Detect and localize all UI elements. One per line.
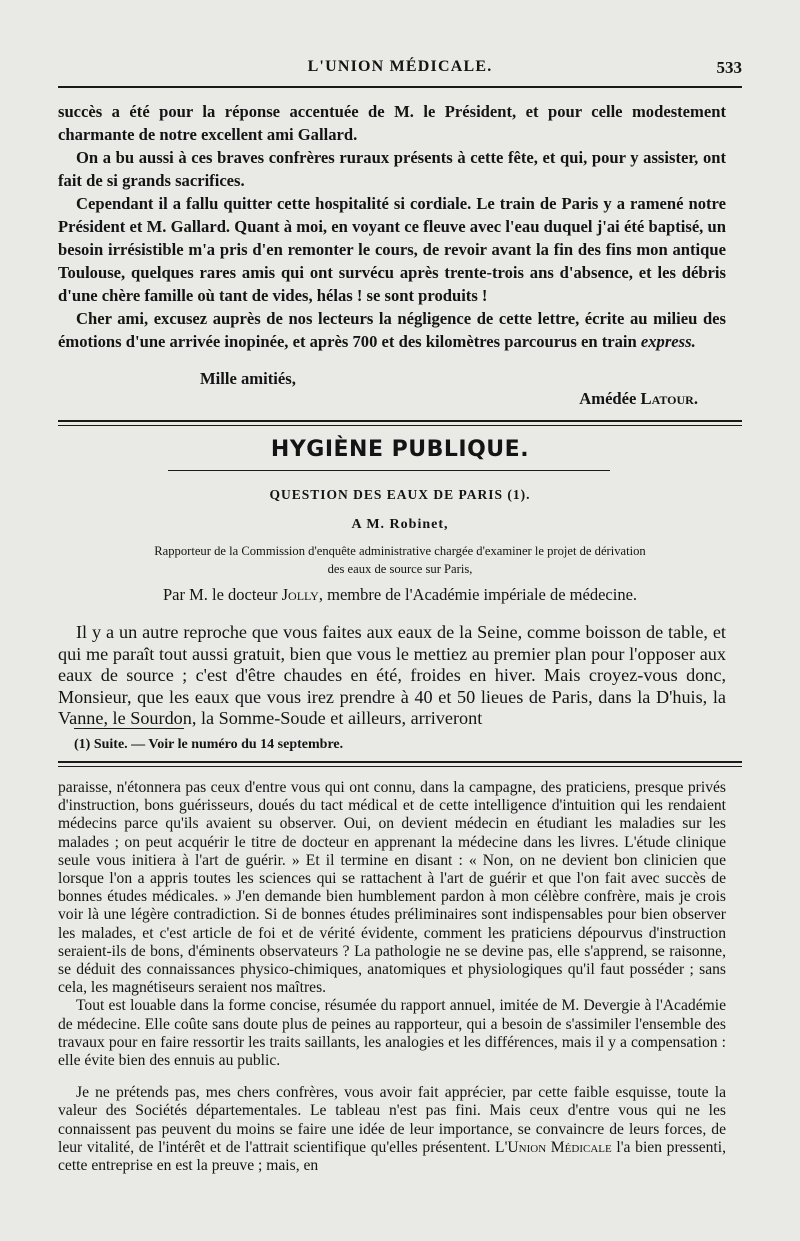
footnote: (1) Suite. — Voir le numéro du 14 septembre. xyxy=(74,737,344,752)
addressee-role-line: Rapporteur de la Commission d'enquête administrative chargée d'examiner le projet de dérivation xyxy=(154,544,646,558)
running-title: L'UNION MÉDICALE. xyxy=(307,58,493,75)
column-rule-bottom xyxy=(58,766,742,767)
header-rule xyxy=(58,86,742,88)
letter-paragraph xyxy=(58,307,726,353)
letter-paragraph: succès a été pour la réponse accentuée de M. le Président, et pour celle modestement charmante de notre excellent ami Gallard. xyxy=(58,102,726,144)
letter-text xyxy=(58,100,726,353)
journal-name: L'Union Médicale xyxy=(495,1138,612,1156)
signature-last-name: Latour. xyxy=(640,389,698,408)
continued-paragraph xyxy=(58,1084,726,1175)
letter-paragraph-text: Cher ami, excusez auprès de nos lecteurs la négligence de cette lettre, écrite au milieu des émotions d'une arrivée inopinée, et après 700 et des kilomètres parcourus en train xyxy=(58,309,726,351)
running-header xyxy=(58,58,742,84)
article-heading xyxy=(58,487,742,503)
section-rule-bottom xyxy=(58,425,742,426)
footnote-marker: (1). xyxy=(507,487,531,502)
paragraph-text: Je ne prétends pas, mes chers confrères, vous avoir fait apprécier, par cette faible esquisse, toute la valeur des Sociétés départementales. Le tableau n'est pas fini. Mais ceux d'entre vous qui ne les connaissent pas peuvent du moins se faire une idée de leur importance, se convaincre de leurs forces, de leur vitalité, de l'intérêt et de l'attrait scientifique qu'elles présentent. xyxy=(58,1084,726,1156)
continued-paragraph: paraisse, n'étonnera pas ceux d'entre vous qui ont connu, dans la campagne, des praticiens, presque privés d'instruction, bons guérisseurs, doués du tact médical et de cette intelligence d'intuition qui les rendaient médecins parce qu'ils avaient su observer. Oui, on devient médecin en étudiant les maladies sur les malades ; on peut acquérir le titre de docteur en apprenant la médecine dans les livres. L'étude clinique seule vous initiera à l'art de guérir. » Et il termine en disant : « Non, on ne devient bon clinicien que lorsque l'on a appris toutes les sciences qui se rattachent à l'art de guérir et que l'on fait avec succès de bonnes études médicales. » J'en demande bien humblement pardon à mon célèbre confrère, mais je crois voir là une légère contradiction. Si de bonnes études préliminaires sont indispensables pour bien observer les malades, et c'est article de foi et de vérité évidente, comment les praticiens dépourvus d'instruction seraient-ils de bons, d'éminents observateurs ? La pathologie ne se devine pas, elle s'apprend, se raisonne, se déduit des connaissances physico-chimiques, anatomiques et physiologiques qu'il faut posséder ; sans cela, les magnétiseurs seraient nos maîtres. xyxy=(58,779,726,997)
italic-word: express. xyxy=(640,332,696,351)
article-heading-text: QUESTION DES EAUX DE PARIS xyxy=(269,487,504,502)
section-title: HYGIÈNE PUBLIQUE. xyxy=(270,437,530,462)
article-paragraph: Il y a un autre reproche que vous faites aux eaux de la Seine, comme boisson de table, et qui me paraît tout aussi gratuit, bien que vous le mettiez au premier plan pour l'opposer aux eaux de source ; c'est d'être chaudes en été, froides en hiver. Mais croyez-vous donc, Monsieur, que les eaux que vous irez prendre à 40 et 50 lieues de Paris, dans la D'huis, la Vanne, le Sourdon, la Somme-Soude et ailleurs, arriveront xyxy=(58,622,726,728)
byline-prefix: Par M. le docteur xyxy=(162,585,282,604)
continued-text xyxy=(58,779,726,1175)
signature-first-name: Amédée xyxy=(579,389,641,408)
letter-paragraph: Cependant il a fallu quitter cette hospitalité si cordiale. Le train de Paris y a ramené notre Président et M. Gallard. Quant à moi, en voyant ce fleuve avec l'eau duquel j'ai été baptisé, un besoin irrésistible m'a pris d'en remonter le cours, de revoir avant la fin des fins mon antique Toulouse, quelques rares amis qui ont survécu après trente-trois ans d'absence, et les débris d'une chère famille où tant de vides, hélas ! se sont produits ! xyxy=(58,194,726,305)
continued-paragraph: Tout est louable dans la forme concise, résumée du rapport annuel, imitée de M. Devergie à l'Académie de médecine. Elle coûte sans doute plus de peines au rapporteur, qui a besoin de s'assimiler l'ensemble des travaux pour en faire ressortir les traits saillants, les analogies et les différences, mais il y a compensation : elle évite bien des ennuis au public. xyxy=(58,997,726,1070)
title-rule xyxy=(168,470,610,471)
signature xyxy=(58,389,726,409)
footnote-rule xyxy=(74,728,184,729)
author-name: Jolly xyxy=(281,585,319,604)
page-number: 533 xyxy=(716,58,742,77)
addressee: A M. Robinet, xyxy=(351,517,449,532)
paragraph-text: l'a bien pressenti, cette entreprise en est la preuve ; mais, en xyxy=(58,1138,726,1175)
letter-paragraph: On a bu aussi à ces braves confrères ruraux présents à cette fête, et qui, pour y assister, ont fait de si grands sacrifices. xyxy=(58,148,726,190)
column-rule-top xyxy=(58,761,742,763)
addressee-role xyxy=(58,542,742,578)
byline xyxy=(58,585,742,605)
section-rule-top xyxy=(58,420,742,422)
article-body xyxy=(58,622,726,730)
addressee-role-line: des eaux de source sur Paris, xyxy=(327,562,473,576)
salutation: Mille amitiés, xyxy=(200,369,296,388)
byline-suffix: , membre de l'Académie impériale de médecine. xyxy=(318,585,638,604)
